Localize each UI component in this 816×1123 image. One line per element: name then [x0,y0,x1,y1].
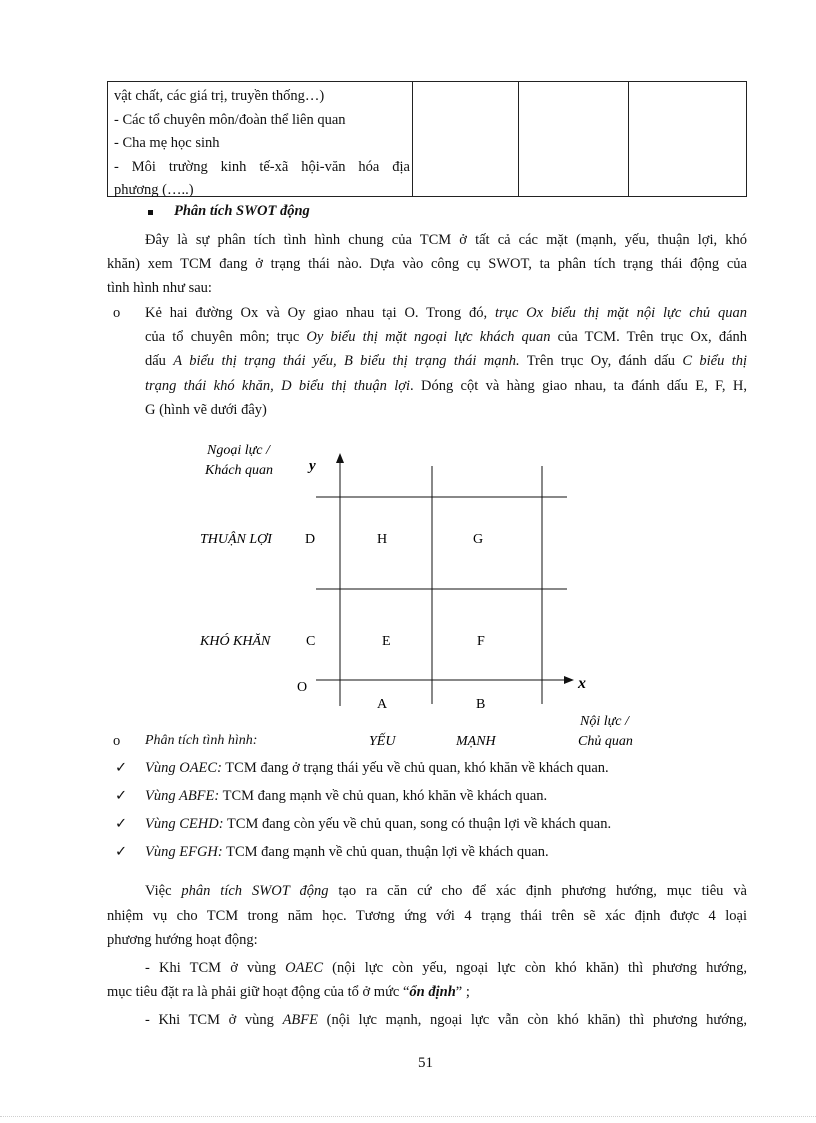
zone-text: TCM đang ở trạng thái yếu về chủ quan, khó khăn về khách quan. [221,760,609,776]
x-axis-title-2: Chủ quan [578,734,633,749]
text-span: ABFE [282,1012,318,1028]
zone-name: Vùng CEHD: [145,816,224,832]
text-span: - Khi TCM ở vùng [145,960,286,976]
point-B: B [476,697,486,712]
text-span: (nội lực còn yếu, ngoại lực còn khó khăn) thì phương hướng, [323,960,748,976]
zone-name: Vùng OAEC: [145,760,222,776]
direction-item [145,1012,747,1029]
text-span: ” ; [455,984,470,1000]
zone-name: Vùng ABFE: [145,788,220,804]
intro-line: khăn) xem TCM đang ở trạng thái nào. Dựa vào công cụ SWOT, ta phân tích trạng thái động của [107,256,747,272]
paragraph-line: nhiệm vụ cho TCM trong năm học. Tương ứng với 4 trạng thái trên sẽ xác định được 4 loại [107,908,747,924]
zone-item [145,844,549,861]
analysis-label: Phân tích tình hình: [145,733,258,748]
point-G: G [473,532,484,547]
y-axis-label: y [309,458,316,474]
checkmark-icon: ✓ [115,816,128,832]
text-span: dấu [145,353,174,369]
row-label-difficult: KHÓ KHĂN [200,634,271,649]
col-label-weak: YẾU [369,734,396,749]
text-span: Trên trục Oy, đánh dấu [519,353,683,369]
point-A: A [377,697,388,712]
table-cell-line: - Môi trường kinh tế-xã hội-văn hóa địa [114,158,410,175]
table-cell-line: vật chất, các giá trị, truyền thống…) [114,88,325,104]
direction-item [107,984,470,1001]
point-E: E [382,634,391,649]
point-F: F [477,634,485,649]
y-axis-arrow-icon [336,453,344,463]
zone-text: TCM đang mạnh về chủ quan, khó khăn về khách quan. [219,788,548,804]
y-axis-title-1: Ngoại lực / [207,443,270,458]
direction-item [145,960,747,977]
text-span: Việc [145,883,182,899]
step1-line: G (hình vẽ dưới đây) [145,402,267,418]
point-C: C [306,634,316,649]
text-span: của TCM. Trên trục Ox, đánh [550,329,748,345]
page-bottom-border [0,1116,816,1117]
y-axis-title-2: Khách quan [205,463,274,478]
text-span: của tổ chuyên môn; trục [145,329,307,345]
point-H: H [377,532,388,547]
list-marker: o [113,305,121,321]
text-span: (nội lực mạnh, ngoại lực vẫn còn khó khăn) thì phương hướng, [318,1012,747,1028]
text-span: trục Ox biểu thị mặt nội lực chủ quan [494,305,748,321]
intro-line: Đây là sự phân tích tình hình chung của TCM ở tất cả các mặt (mạnh, yếu, thuận lợi, khó [145,232,747,248]
zone-item [145,788,547,805]
text-span: A biểu thị trạng thái yếu, B biểu thị trạng thái mạnh. [173,353,520,369]
text-span: OAEC [285,960,324,976]
zone-item [145,760,609,777]
row-label-favorable: THUẬN LỢI [200,532,272,547]
text-span: . Dóng cột và hàng giao nhau, ta đánh dấu E, F, H, [410,378,747,394]
col-label-strong: MẠNH [456,734,496,749]
text-span: C biểu thị [682,353,748,369]
zone-item [145,816,611,833]
checkmark-icon: ✓ [115,760,128,776]
zone-name: Vùng EFGH: [145,844,223,860]
paragraph-line [145,883,747,900]
table-cell-line: - Các tổ chuyên môn/đoàn thể liên quan [114,111,346,128]
section-heading: Phân tích SWOT động [174,203,310,219]
text-span: Kẻ hai đường Ox và Oy giao nhau tại O. Trong đó, [145,305,495,321]
table-cell-line: phương (…..) [114,182,194,198]
zone-text: TCM đang mạnh về chủ quan, thuận lợi về khách quan. [222,844,549,860]
paragraph-line: phương hướng hoạt động: [107,932,258,948]
list-marker: o [113,733,121,749]
table-cell-line: - Cha mẹ học sinh [114,135,220,151]
text-span: Oy biểu thị mặt ngoại lực khách quan [306,329,551,345]
point-D: D [305,532,316,547]
checkmark-icon: ✓ [115,788,128,804]
page-number: 51 [418,1055,433,1071]
x-axis-title-1: Nội lực / [580,714,629,729]
checkmark-icon: ✓ [115,844,128,860]
text-span: phân tích SWOT động [181,883,329,899]
origin-label: O [297,680,308,695]
intro-line: tình hình như sau: [107,280,212,296]
x-axis-arrow-icon [564,676,574,684]
x-axis-label: x [578,675,586,692]
zone-text: TCM đang còn yếu về chủ quan, song có thuận lợi về khách quan. [223,816,612,832]
text-span: ổn định [409,984,456,1000]
text-span: - Khi TCM ở vùng [145,1012,283,1028]
text-span: mục tiêu đặt ra là phải giữ hoạt động của tổ ở mức “ [107,984,410,1000]
text-span: tạo ra căn cứ cho để xác định phương hướng, mục tiêu và [328,883,747,899]
text-span: trạng thái khó khăn, D biểu thị thuận lợi [145,378,411,394]
